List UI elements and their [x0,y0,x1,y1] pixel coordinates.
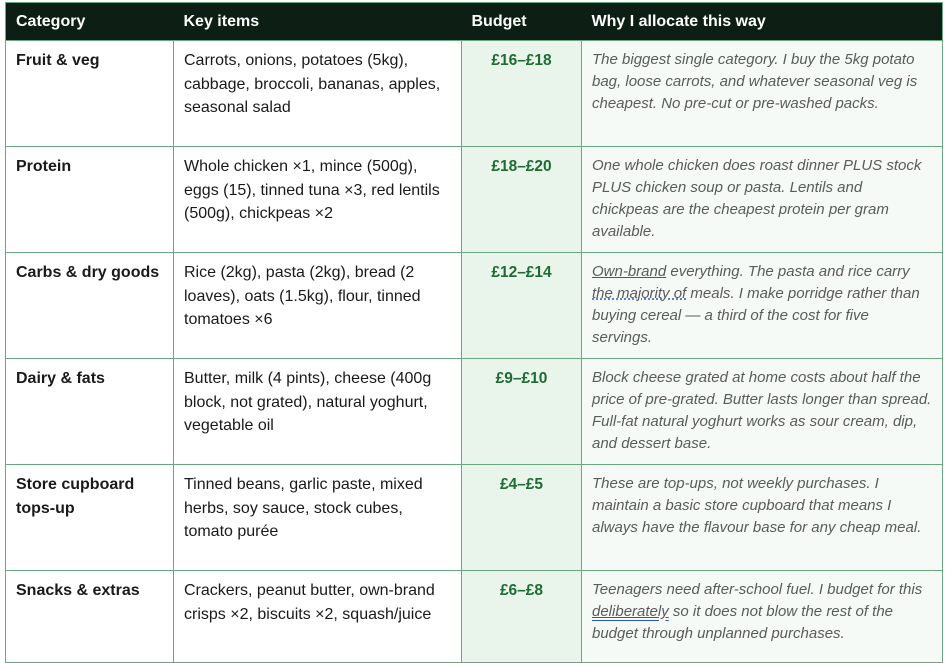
reason-cell [582,253,943,359]
items-cell: Rice (2kg), pasta (2kg), bread (2 loaves), oats (1.5kg), flour, tinned tomatoes ×6 [174,253,462,359]
items-cell: Carrots, onions, potatoes (5kg), cabbage, broccoli, bananas, apples, seasonal salad [174,41,462,147]
items-cell: Crackers, peanut butter, own-brand crisps ×2, biscuits ×2, squash/juice [174,571,462,663]
budget-cell: £18–£20 [462,147,582,253]
header-items: Key items [174,3,462,41]
items-cell: Whole chicken ×1, mince (500g), eggs (15), tinned tuna ×3, red lentils (500g), chickpeas ×2 [174,147,462,253]
reason-cell: These are top-ups, not weekly purchases. I maintain a basic store cupboard that means I always have the flavour base for any cheap meal. [582,465,943,571]
category-cell: Store cupboard tops-up [6,465,174,571]
reason-cell: One whole chicken does roast dinner PLUS stock PLUS chicken soup or pasta. Lentils and chickpeas are the cheapest protein per gram available. [582,147,943,253]
budget-table [5,2,943,663]
budget-cell: £4–£5 [462,465,582,571]
items-cell: Tinned beans, garlic paste, mixed herbs, soy sauce, stock cubes, tomato purée [174,465,462,571]
reason-text-underlined: the majority of [592,285,687,302]
budget-cell: £16–£18 [462,41,582,147]
table-row [6,253,943,359]
table-row [6,465,943,571]
header-category: Category [6,3,174,41]
category-cell: Dairy & fats [6,359,174,465]
category-cell: Protein [6,147,174,253]
items-cell: Butter, milk (4 pints), cheese (400g block, not grated), natural yoghurt, vegetable oil [174,359,462,465]
category-cell: Snacks & extras [6,571,174,663]
table-row [6,359,943,465]
reason-text-underlined: deliberately [592,603,669,620]
category-cell: Carbs & dry goods [6,253,174,359]
table-row [6,147,943,253]
reason-cell: Block cheese grated at home costs about half the price of pre-grated. Butter lasts longer than spread. Full-fat natural yoghurt works as sour cream, dip, and dessert base. [582,359,943,465]
header-budget: Budget [462,3,582,41]
table-row [6,571,943,663]
reason-text: everything. The pasta and rice carry [666,263,910,280]
budget-cell: £12–£14 [462,253,582,359]
header-why: Why I allocate this way [582,3,943,41]
reason-text: so it does not blow the rest of the budget through unplanned purchases. [592,603,894,642]
budget-cell: £9–£10 [462,359,582,465]
table-row [6,41,943,147]
reason-text-underlined: Own-brand [592,263,667,280]
reason-text: meals. I make porridge rather than buying cereal — a third of the cost for five servings. [592,285,920,346]
reason-cell: The biggest single category. I buy the 5kg potato bag, loose carrots, and whatever seasonal veg is cheapest. No pre-cut or pre-washed packs. [582,41,943,147]
category-cell: Fruit & veg [6,41,174,147]
reason-text: Teenagers need after-school fuel. I budget for this [592,581,923,598]
budget-cell: £6–£8 [462,571,582,663]
reason-cell [582,571,943,663]
header-row [6,3,943,41]
